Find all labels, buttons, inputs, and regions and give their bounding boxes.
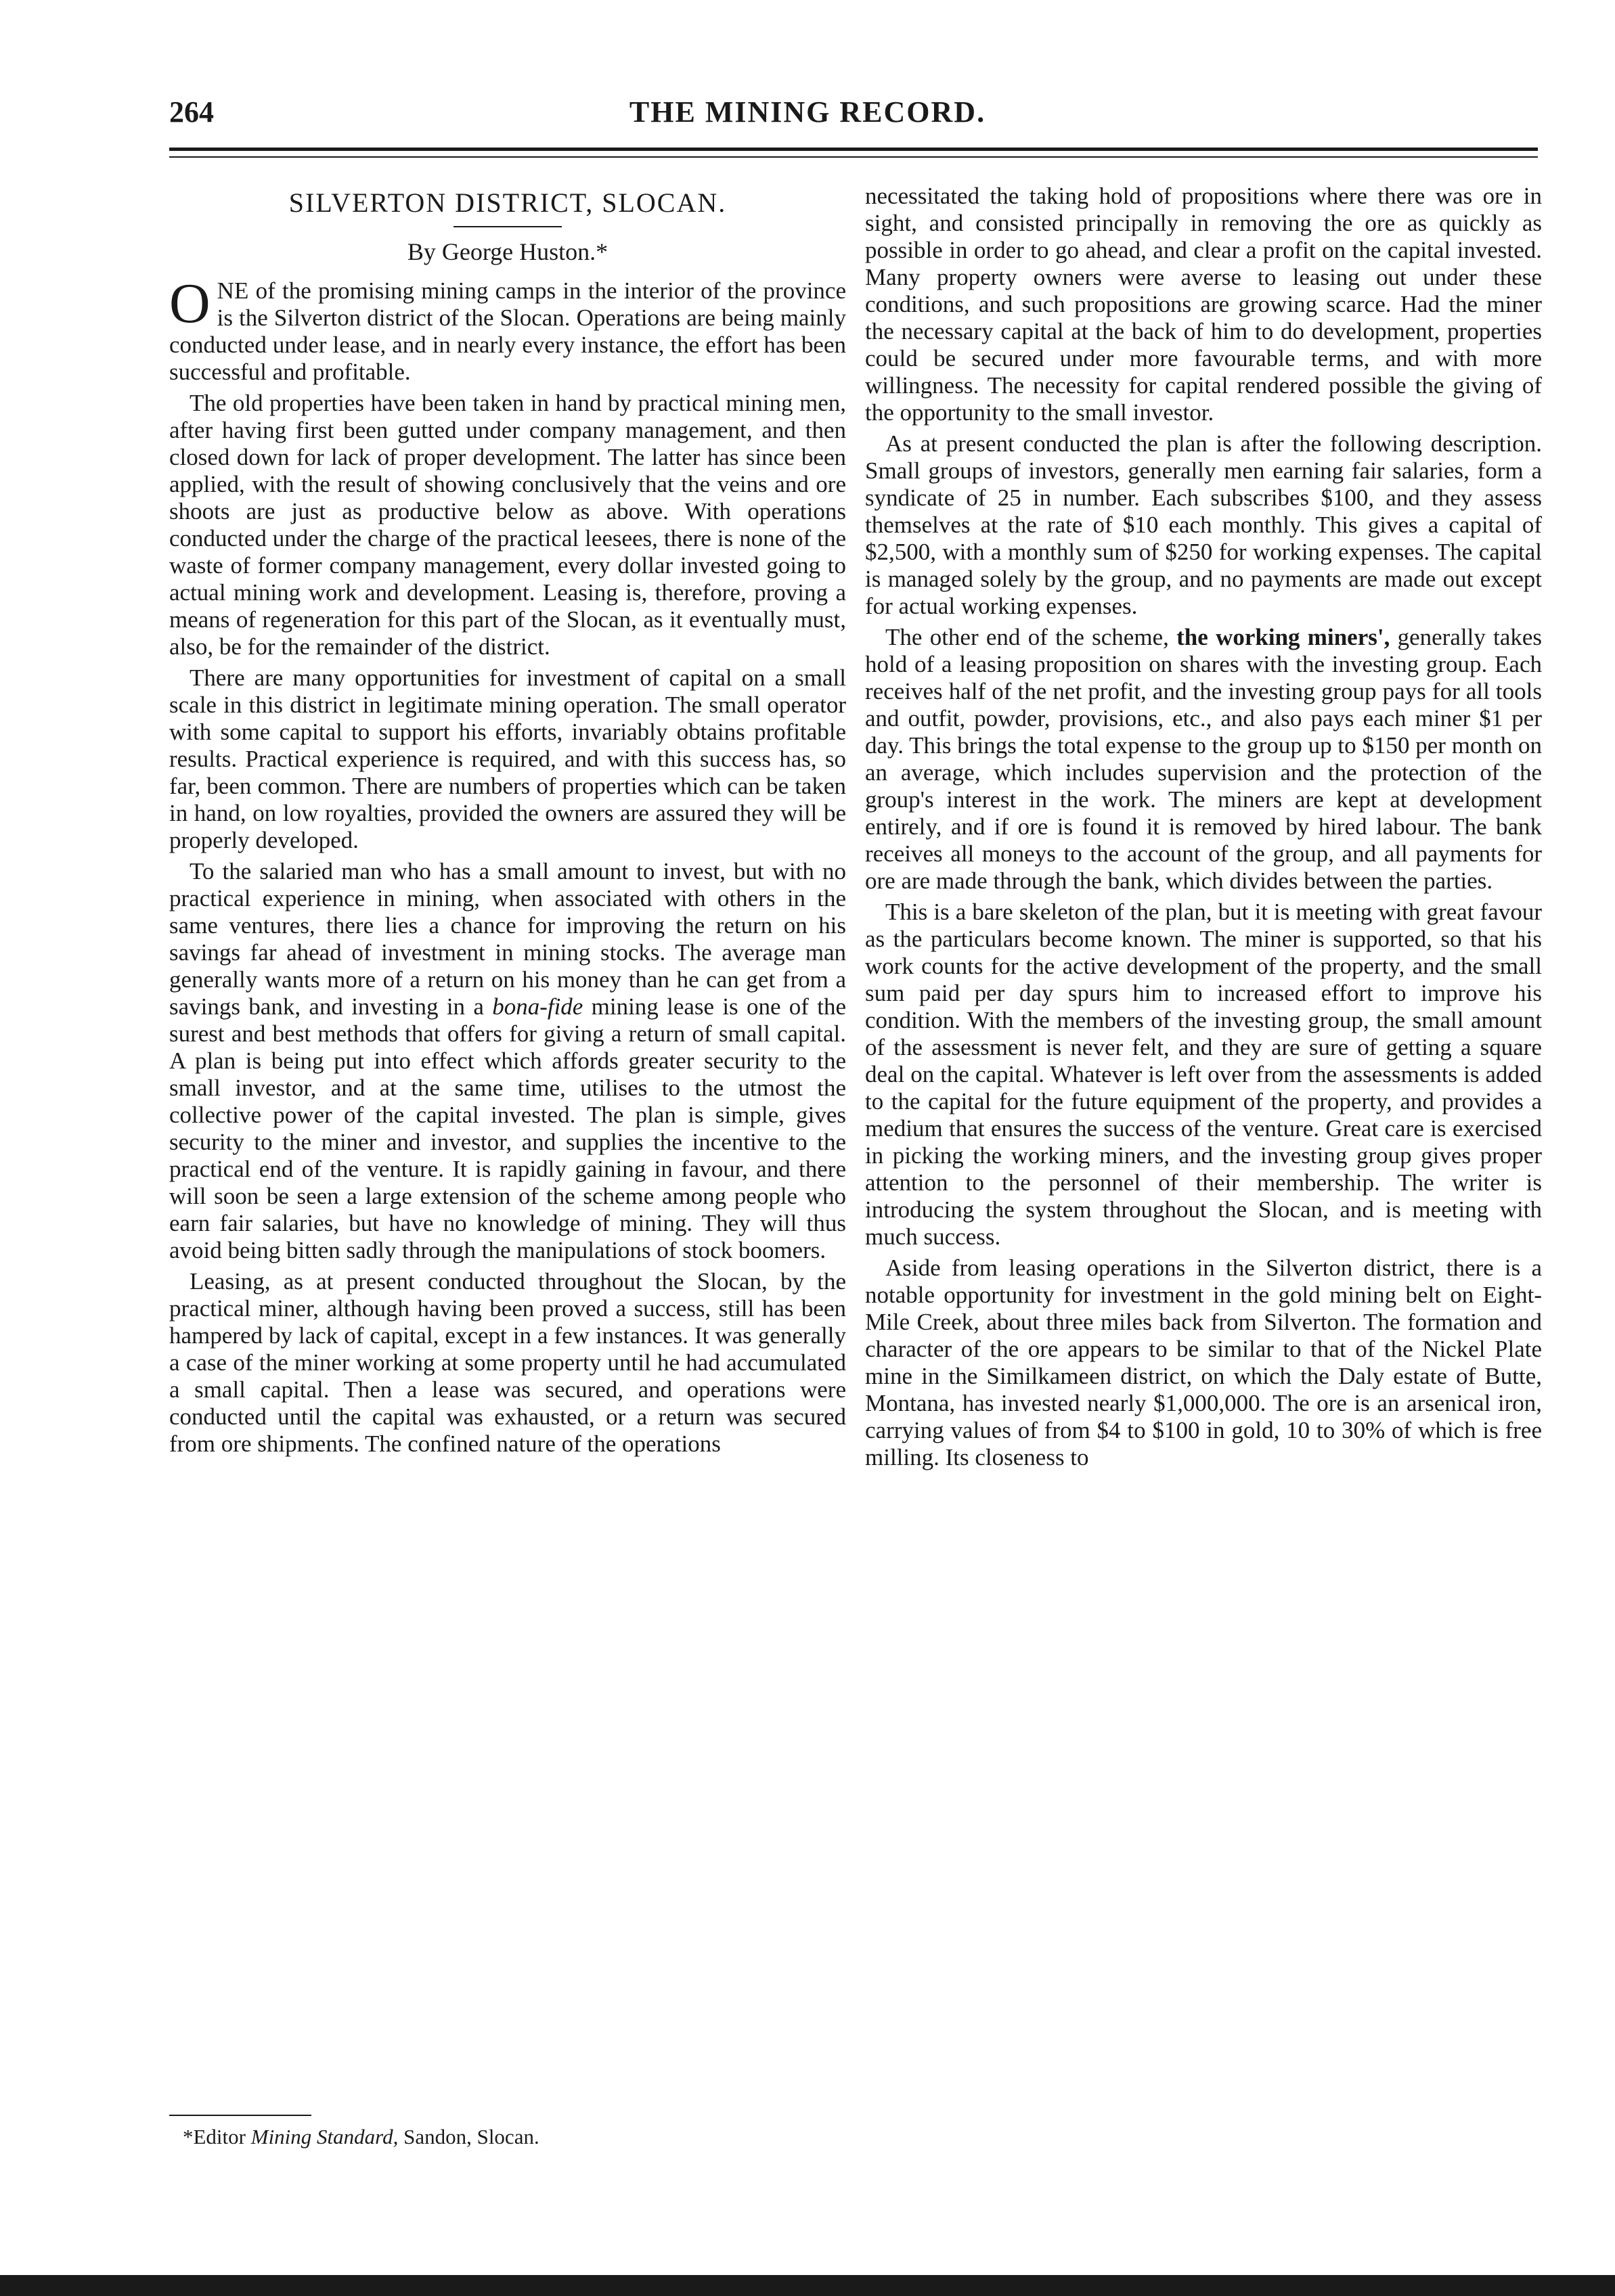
footnote-publication: Mining Standard, [250,2125,399,2148]
paragraph-9: This is a bare skeleton of the plan, but it is meeting with great favour as the particulars become known. The miner is supported, so that his work counts for the active development of the property, and the small sum paid per day spurs him to increased effort to improve his condition. With the members of the investing group, the small amount of the assessment is never felt, and they are sure of getting a square deal on the capital. Whatever is left over from the assessments is added to the capital for the future equipment of the property, and provides a medium that ensures the success of the venture. Great care is exercised in picking the working miners, and the investing group gives proper attention to the personnel of their membership. The writer is introducing the system throughout the Slocan, and is meeting with much success. [865,899,1542,1250]
paragraph-4-text-a: To the salaried man who has a small amount to invest, but with no practical experience in mining, when associated with others in the same ventures, there lies a chance for improving the return on his savings far ahead of investment in mining stocks. The average man generally wants more of a return on his money than he can get from a savings bank, and investing in a [169,858,846,1020]
paragraph-7: As at present conducted the plan is after the following description. Small groups of investors, generally men earning fair salaries, form a syndicate of 25 in number. Each subscribes $100, and they assess themselves at the rate of $10 each monthly. This gives a capital of $2,500, with a monthly sum of $250 for working expenses. The capital is managed solely by the group, and no payments are made out except for actual working expenses. [865,430,1542,619]
paragraph-5: Leasing, as at present conducted throughout the Slocan, by the practical miner, although having been proved a success, still has been hampered by lack of capital, except in a few instances. It was generally a case of the miner working at some property until he had accumulated a small capital. Then a lease was secured, and operations were conducted until the capital was exhausted, or a return was secured from ore shipments. The confined nature of the operations [169,1268,846,1457]
footnote-marker: *Editor [183,2125,246,2148]
footnote-location: Sandon, Slocan. [403,2125,539,2148]
byline: By George Huston.* [407,238,609,265]
left-column [169,183,846,1462]
paragraph-4-emphasis: bona-fide [492,993,583,1020]
paragraph-8-text-a: The other end of the scheme, [885,624,1169,650]
page-header [0,95,1615,142]
paragraph-8-bold: the working miners', [1176,624,1390,650]
drop-cap: O [169,272,211,335]
title-rule [453,226,562,227]
paragraph-3: There are many opportunities for investment of capital on a small scale in this district in legitimate mining operation. The small operator with some capital to support his efforts, invariably obtains profitable results. Practical experience is required, and with this success has, so far, been common. There are numbers of properties which can be taken in hand, on low royalties, provided the owners are assured they will be properly developed. [169,665,846,853]
header-rule [169,148,1538,151]
paragraph-4 [169,858,846,1264]
page-number: 264 [169,95,214,129]
right-column [865,183,1542,1475]
paragraph-8-text-b: generally takes hold of a leasing proposition on shares with the investing group. Each receives half of the net profit, and the investing group pays for all tools and outfit, powder, provisions, etc., and also pays each miner $1 per day. This brings the total expense to the group up to $150 per month on an average, which includes supervision and the protection of the group's interest in the work. The miners are kept at development entirely, and if ore is found it is removed by hired labour. The bank receives all moneys to the account of the group, and all payments for ore are made through the bank, which divides between the parties. [865,624,1543,894]
paragraph-1-text: NE of the promising mining camps in the interior of the province is the Silverton district of the Slocan. Operations are being mainly conducted under lease, and in nearly every instance, the effort has been successful and profitable. [169,277,846,385]
footnote [183,2125,539,2149]
paragraph-2: The old properties have been taken in hand by practical mining men, after having first been gutted under company management, and then closed down for lack of proper development. The latter has since been applied, with the result of showing conclusively that the veins and ore shoots are just as productive below as above. With operations conducted under the charge of the practical leesees, there is none of the waste of former company management, every dollar invested going to actual mining work and development. Leasing is, therefore, proving a means of regeneration for this part of the Slocan, as it eventually must, also, be for the remainder of the district. [169,390,846,660]
paragraph-1 [169,272,846,386]
footnote-rule [169,2115,311,2116]
paragraph-6: necessitated the taking hold of propositions where there was ore in sight, and consisted principally in removing the ore as quickly as possible in order to go ahead, and clear a profit on the capital invested. Many property owners were averse to leasing out under these conditions, and such propositions are growing scarce. Had the miner the necessary capital at the back of him to do development, properties could be secured under more favourable terms, and with more willingness. The necessity for capital rendered possible the giving of the opportunity to the small investor. [865,183,1542,426]
header-rule-thin [169,156,1538,158]
page-bottom-edge [0,2275,1615,2296]
article-title: SILVERTON DISTRICT, SLOCAN. [288,187,727,218]
paragraph-4-text-b: mining lease is one of the surest and best methods that offers for giving a return of small capital. A plan is being put into effect which affords greater security to the small investor, and at the same time, utilises to the utmost the collective power of the capital invested. The plan is simple, gives security to the miner and investor, and supplies the incentive to the practical end of the venture. It is rapidly gaining in favour, and there will soon be seen a large extension of the scheme among people who earn fair salaries, but have no knowledge of mining. They will thus avoid being bitten sadly through the manipulations of stock boomers. [169,993,847,1263]
paragraph-10: Aside from leasing operations in the Silverton district, there is a notable opportunity for investment in the gold mining belt on Eight-Mile Creek, about three miles back from Silverton. The formation and character of the ore appears to be similar to that of the Nickel Plate mine in the Similkameen district, on which the Daly estate of Butte, Montana, has invested nearly $1,000,000. The ore is an arsenical iron, carrying values of from $4 to $100 in gold, 10 to 30% of which is free milling. Its closeness to [865,1255,1542,1470]
journal-title: THE MINING RECORD. [629,95,986,129]
paragraph-8 [865,624,1542,895]
